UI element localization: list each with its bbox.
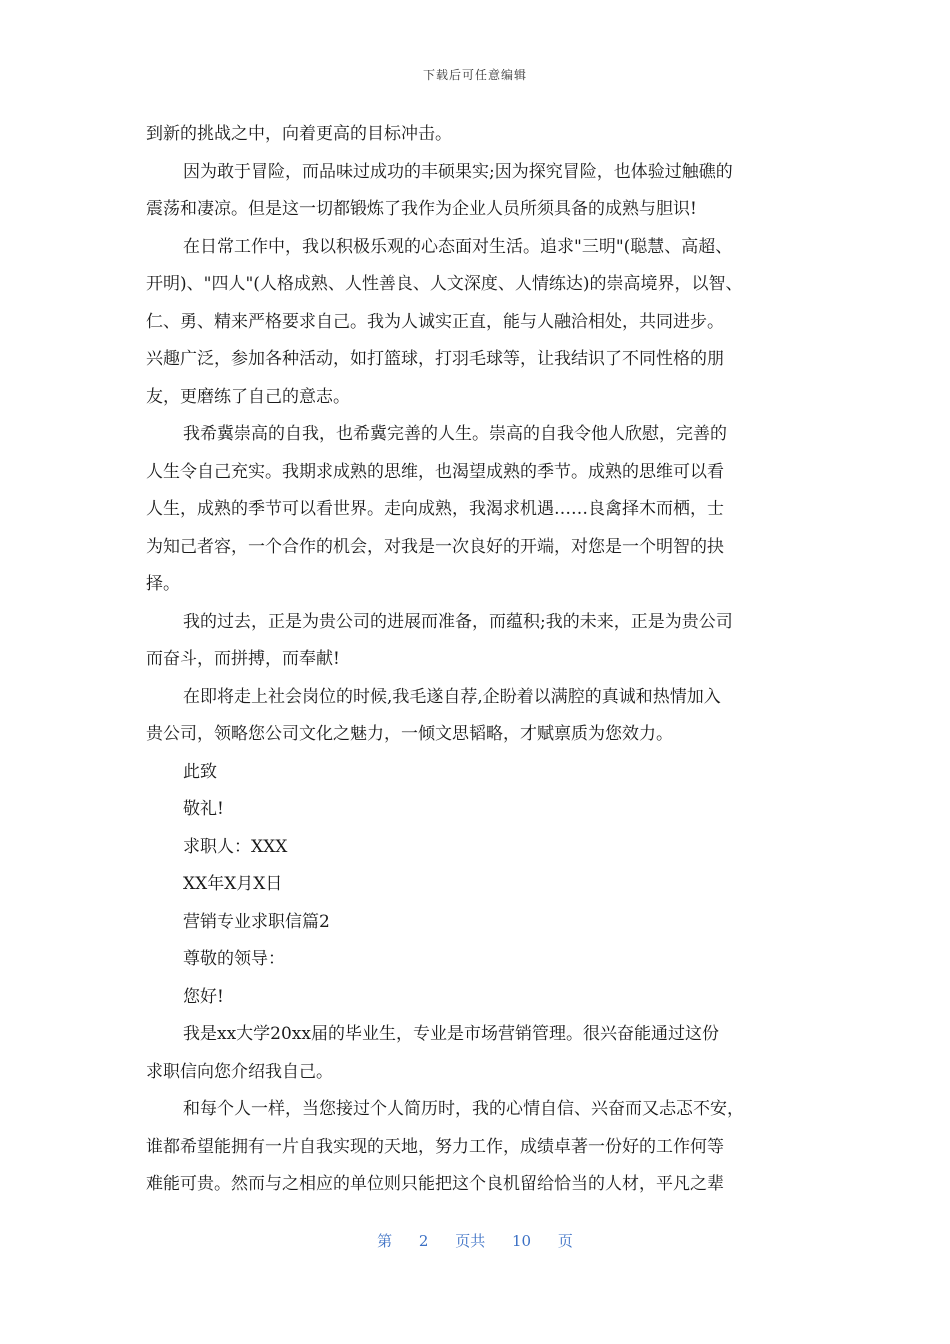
text-line: 此致 [183, 761, 217, 782]
text-line: 谁都希望能拥有一片自我实现的天地，努力工作，成绩卓著一份好的工作何等 [146, 1136, 724, 1157]
text-line: 尊敬的领导： [183, 949, 285, 969]
text-line: 人生令自己充实。我期求成熟的思维，也渴望成熟的季节。成熟的思维可以看 [146, 461, 724, 482]
text-line: 震荡和凄凉。但是这一切都锻炼了我作为企业人员所须具备的成熟与胆识! [146, 199, 697, 219]
page-label-prefix: 第 [377, 1232, 393, 1250]
text-line: 人生，成熟的季节可以看世界。走向成熟，我渴求机遇……良禽择木而栖，士 [146, 499, 724, 519]
text-line: 在日常工作中，我以积极乐观的心态面对生活。追求"三明"(聪慧、高超、 [183, 236, 733, 257]
page-header: 下载后可任意编辑 [422, 68, 527, 82]
text-line: 我是xx大学20xx届的毕业生，专业是市场营销管理。很兴奋能通过这份 [183, 1024, 719, 1044]
total-page-count: 10 [512, 1232, 532, 1250]
text-line: 营销专业求职信篇2 [183, 911, 330, 932]
text-line: 因为敢于冒险，而品味过成功的丰硕果实;因为探究冒险，也体验过触礁的 [183, 161, 733, 182]
text-line: 我的过去，正是为贵公司的进展而准备，而蕴积;我的未来，正是为贵公司 [183, 611, 733, 632]
current-page-number: 2 [418, 1232, 429, 1250]
text-line: 到新的挑战之中，向着更高的目标冲击。 [146, 124, 452, 144]
text-line: 为知己者容，一个合作的机会，对我是一次良好的开端，对您是一个明智的抉 [146, 536, 724, 557]
page-label-mid: 页共 [455, 1232, 486, 1250]
text-line: 求职人：XXX [183, 836, 288, 857]
text-line: 贵公司，领略您公司文化之魅力，一倾文思韬略，才赋禀质为您效力。 [146, 724, 673, 744]
text-line: 而奋斗，而拼搏，而奉献! [146, 649, 340, 669]
document-body [146, 116, 814, 1204]
text-line: 仁、勇、精来严格要求自己。我为人诚实正直，能与人融洽相处，共同进步。 [146, 311, 724, 332]
text-line: 择。 [146, 574, 180, 594]
text-line: 我希冀崇高的自我，也希冀完善的人生。崇高的自我令他人欣慰，完善的 [183, 424, 727, 444]
page-label-suffix: 页 [557, 1232, 573, 1250]
text-line: 求职信向您介绍我自己。 [146, 1061, 333, 1082]
text-line: 您好! [183, 986, 224, 1007]
text-line: XX年X月X日 [183, 874, 283, 894]
page-footer [0, 1230, 950, 1251]
text-line: 开明)、"四人"(人格成熟、人性善良、人文深度、人情练达)的崇高境界，以智、 [146, 274, 743, 294]
text-line: 敬礼! [183, 799, 224, 819]
text-line: 和每个人一样，当您接过个人简历时，我的心情自信、兴奋而又忐忑不安， [183, 1099, 744, 1119]
text-line: 难能可贵。然而与之相应的单位则只能把这个良机留给恰当的人材，平凡之辈 [146, 1174, 724, 1194]
text-line: 在即将走上社会岗位的时候,我毛遂自荐,企盼着以满腔的真诚和热情加入 [183, 686, 721, 707]
text-line: 兴趣广泛，参加各种活动，如打篮球，打羽毛球等，让我结识了不同性格的朋 [146, 349, 724, 369]
text-line: 友，更磨练了自己的意志。 [146, 386, 350, 407]
